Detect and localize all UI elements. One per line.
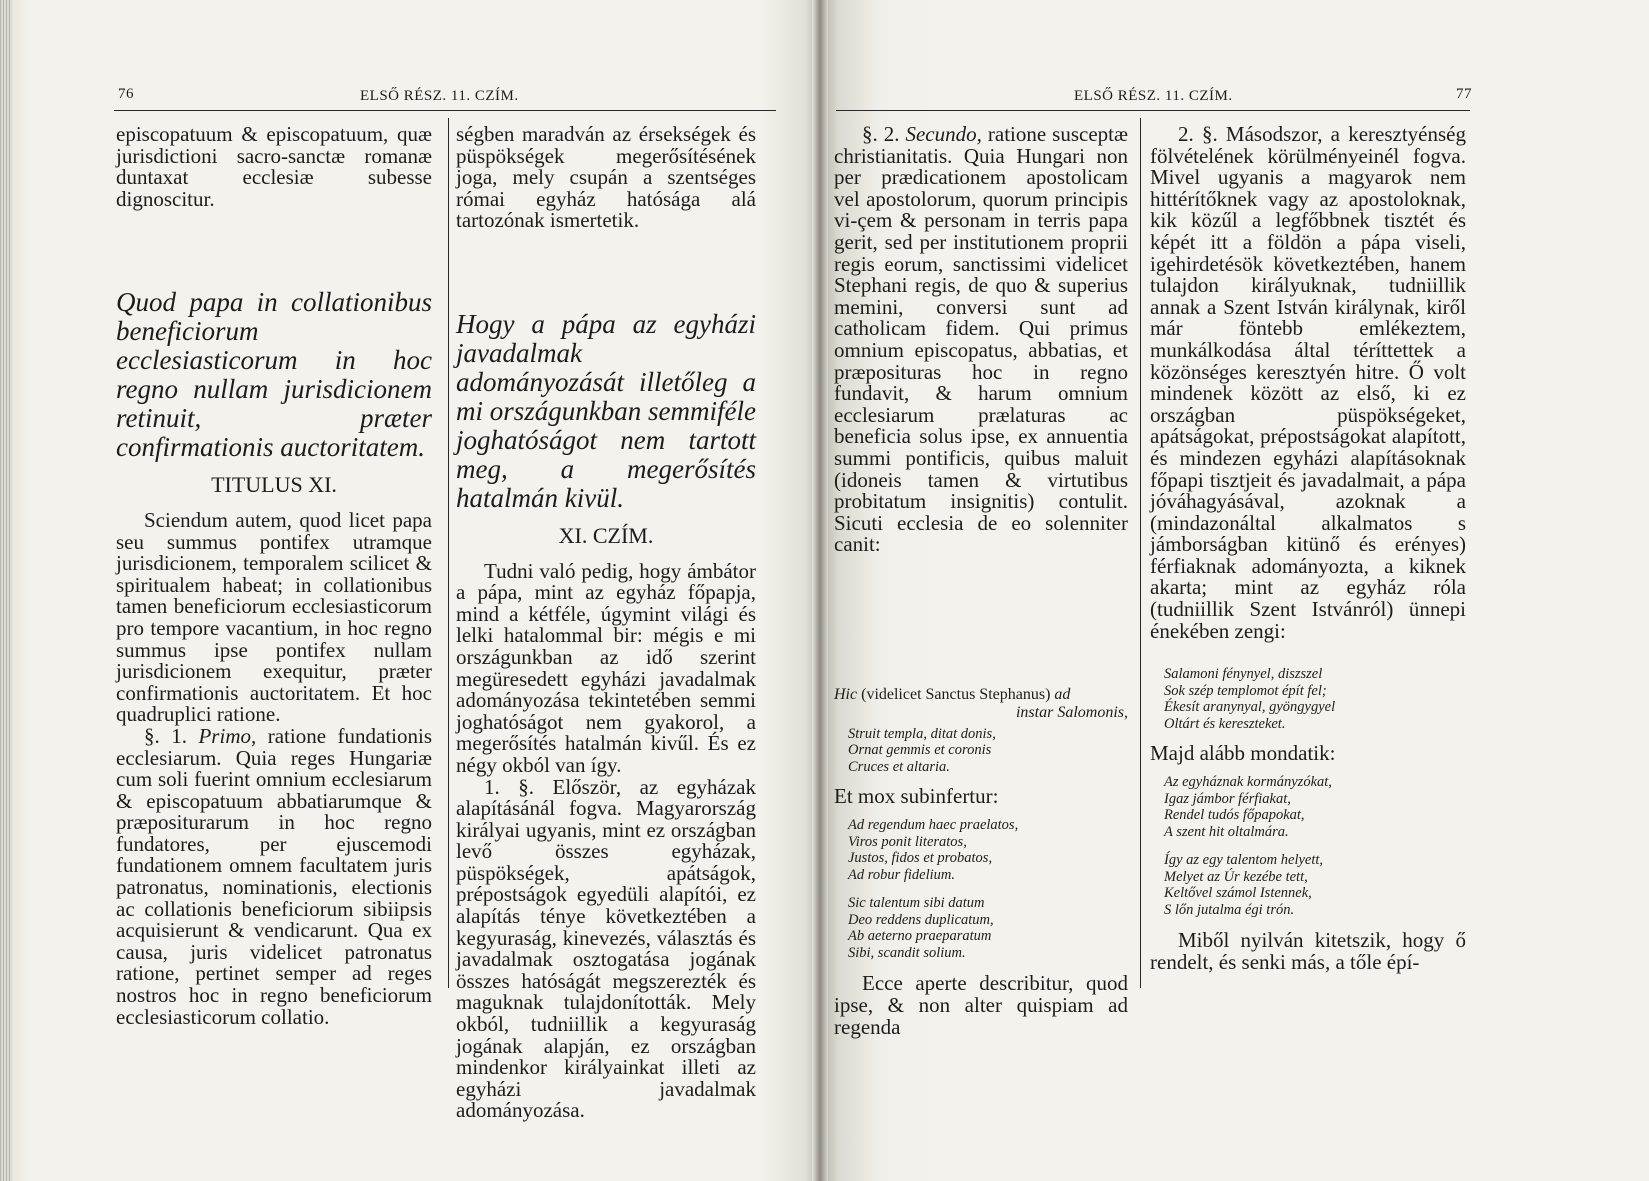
paragraph: 2. §. Másodszor, a keresztyénség fölvételének körülményeinél fogva. Mivel ugyanis a magyarok nem hittérítőknek vagy az apostoloknak, kik közűl a legfőbbnek tisztét és képét itt a földön a pápa viseli, igehirdetésök következtében, hanem tulajdon királyuknak, tudniillik annak a Szent István királynak, kiről már föntebb emlékeztem, munkálkodása által téríttettek a közönséges keresztyén hitre. Ő volt mindenek között az első, ki ez országban püspökségeket, apátságokat, prépostságokat alapított, és mindezen egyházi alapításoknak főpapi tisztjeit és javadalmait, a pápa jóváhagyásával, azoknak a (mindazonáltal alkalmatos s jámborságban kitünő és erényes) férfiaknak adományozta, a kiknek akarta; mint az egyház róla (tudniillik Szent Istvánról) ünnepi énekében zengi: (1150, 122, 1466, 643)
verse-stanza: Így az egy talentom helyett, Melyet az Úr kezébe tett, Keltővel számol Istennek, S lőn jutalma égi trón. (1164, 852, 1324, 918)
verse-stanza: Az egyháznak kormányzókat, Igaz jámbor férfiakat, Rendel tudós főpapokat, A szent hit oltalmára. (1164, 774, 1332, 840)
closing-paragraph: Ecce aperte describitur, quod ipse, & non alter quispiam ad regenda (834, 971, 1128, 1039)
right-page (820, 0, 1649, 1181)
title-heading: TITULUS XI. (211, 472, 337, 498)
verse-stanza: Struit templa, ditat donis, Ornat gemmis et coronis Cruces et altaria. (848, 725, 996, 775)
column-latin (116, 124, 432, 1028)
page-number: 76 (118, 86, 134, 102)
closing-paragraph: Miből nyilván kitetszik, hogy ő rendelt, és senki más, a tőle épí- (1150, 928, 1466, 974)
paragraph: Sciendum autem, quod licet papa seu summus pontifex utramque jurisdicionem, temporalem scilicet & spiritualem habeat; in collationibus tamen beneficiorum ecclesiasticorum pro tempore vacantium, in hoc regno summus ipse pontifex nullam jurisdicionem exequitur, præter confirmationis auctoritatem. Et hoc quadruplici ratione. (116, 507, 432, 727)
poem-intro: Hic (videlicet Sanctus Stephanus) ad instar Salomonis, (834, 685, 1128, 721)
mid-text: Majd alább mondatik: (1150, 741, 1336, 766)
verse-stanza: Sic talentum sibi datum Deo reddens duplicatum, Ab aeterno praeparatum Sibi, scandit solium. (848, 895, 994, 961)
section-heading: Quod papa in collationibus beneficiorum ecclesiasticorum in hoc regno nullam jurisdicionem retinuit, præter confirmationis auctoritatem. (116, 287, 432, 463)
book-gutter (812, 0, 828, 1181)
verse-stanza: Salamoni fénynyel, diszszel Sok szép templomot épít fel; Ékesít aranynyal, gyöngygyel Oltárt és kereszteket. (1164, 666, 1336, 732)
page-number: 77 (1456, 86, 1472, 102)
continuation-text: ségben maradván az érsekségek és püspökségek megerősítésének joga, mely csupán a szentséges római egyház hatósága alá tartozónak ismertetik. (456, 122, 756, 233)
paragraph: §. 2. Secundo, ratione susceptæ christianitatis. Quia Hungari non per prædicationem apostolicam vel apostolorum, quorum principis vi-çem & personam in terris papa gerit, sed per institutionem proprii regis eorum, sanctissimi videlicet Stephani regis, de quo & superius memini, conversi sunt ad catholicam fidem. Qui primus omnium episcopatus, abbatias, et præposituras hoc in regno fundavit, & harum omnium ecclesiarum prælaturas ac beneficia solus ipse, ex annuentia summi pontificis, quibus maluit (idoneis tamen & virtutibus probitatum insignitis) contulit. Sicuti ecclesia de eo solenniter canit: (834, 122, 1128, 557)
continuation-text: episcopatuum & episcopatuum, quæ jurisdictioni sacro-sanctæ romanæ duntaxat ecclesiæ subesse dignoscitur. (116, 122, 432, 211)
paragraph: 1. §. Először, az egyházak alapításánál fogva. Magyarország királyai ugyanis, mint ez országban levő összes egyházak, püspökségek, apátságok, prépostságok egyedüli alapítói, ez alapítás ténye következtében a kegyuraság, kinevezés, választás és javadalmak osztogatása jogának összes hatóságát megszerezték és maguknak tulajdonították. Mely okból, tudniillik a kegyuraság jogának alapján, ez országban mindenkor királyainkat illeti az egyházi javadalmak adományozása. (456, 774, 756, 1123)
column-divider (448, 118, 449, 988)
header-rule (114, 110, 776, 111)
title-heading: XI. CZÍM. (558, 522, 654, 548)
header-rule (836, 110, 1470, 111)
running-head: ELSŐ RÉSZ. 11. CZÍM. (360, 88, 519, 104)
column-divider (1140, 118, 1141, 988)
paragraph: Tudni való pedig, hogy ámbátor a pápa, mint az egyház főpapja, mind a kétféle, úgymint világi és lelki hatalommal bir: mégis e mi országunkban az idő szerint megüresedett egyházi javadalmak adományozása tekintetében semmi joghatóságot nem gyakorol, a megerősítés hatalmán kivűl. És ez négy okból van így. (456, 558, 756, 777)
column-hungarian (456, 124, 756, 1122)
left-page (0, 0, 820, 1181)
mid-text: Et mox subinfertur: (834, 784, 999, 809)
verse-stanza: Ad regendum haec praelatos, Viros ponit literatos, Justos, fidos et probatos, Ad robur fidelium. (848, 817, 1019, 883)
column-hungarian (1150, 124, 1466, 973)
column-latin (834, 124, 1128, 1038)
paragraph: §. 1. Primo, ratione fundationis ecclesiarum. Quia reges Hungariæ cum soli fuerint omnium ecclesiarum & episcopatuum abbatiarumque & præpositurarum in hoc regno fundatores, per ejuscemodi fundationem omnem facultatem juris patronatus, nominationis, electionis ac collationis beneficiorum sibiipsis acquisierunt & vendicarunt. Qua ex causa, juris videlicet patronatus ratione, pertinet semper ad reges nostros hoc in regno beneficiorum ecclesiasticorum collatio. (116, 723, 433, 1029)
running-head: ELSŐ RÉSZ. 11. CZÍM. (1074, 88, 1233, 104)
section-heading: Hogy a pápa az egyházi javadalmak adományozását illetőleg a mi országunkban semmiféle joghatóságot nem tartott meg, a megerősítés hatalmán kivül. (456, 308, 756, 513)
page-edges (0, 0, 12, 1181)
